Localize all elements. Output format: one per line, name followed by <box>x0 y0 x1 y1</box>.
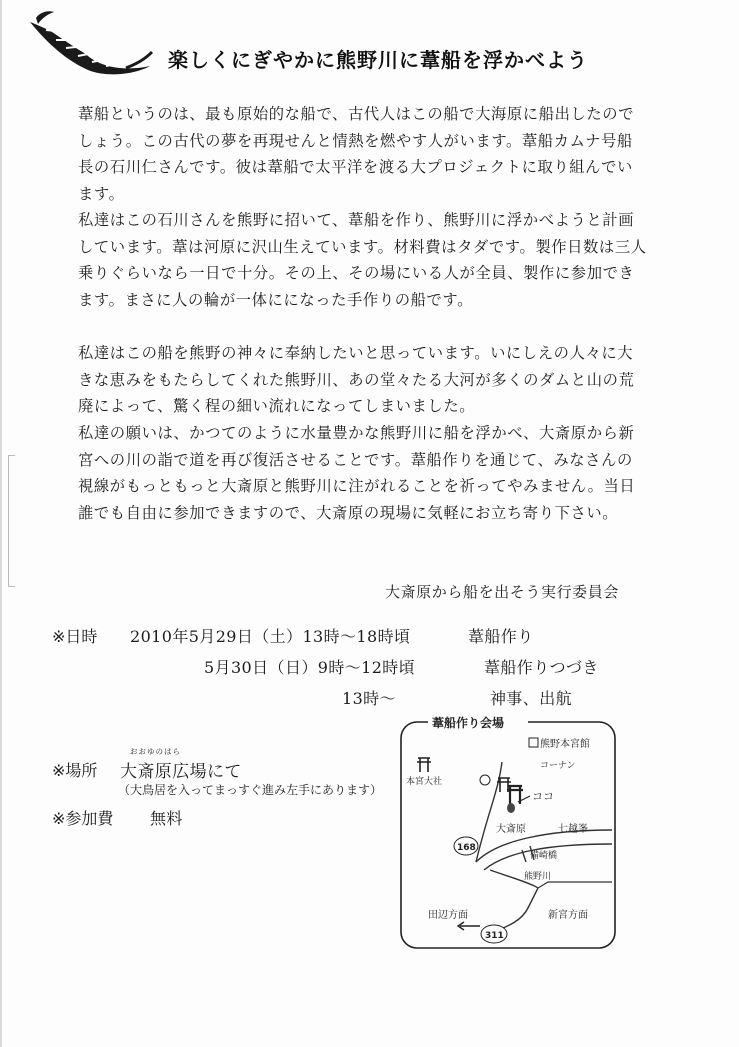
date-label: ※日時 <box>52 627 98 646</box>
route-number: 168 <box>457 843 476 853</box>
place-name: 大斎原広場にて <box>120 762 242 782</box>
building-icon <box>529 738 538 747</box>
map-label-pass: 七越峯 <box>558 824 588 835</box>
reed-boat-illustration <box>26 8 156 80</box>
venue-map <box>398 712 618 952</box>
paragraph: 私達はこの石川さんを熊野に招いて、葦船を作り、熊野川に浮かべようと計画しています。葦は河原に沢山生えています。材料費はタダです。製作日数は三人乗りぐらいなら一日で十分。その上、その場にいる人が全員、製作に参加できます。まさに人の輪が一体にになった手作りの船です。 <box>78 211 647 309</box>
place-note: （大鳥居を入ってまっすぐ進み左手にあります） <box>118 783 383 797</box>
fee-value: 無料 <box>150 809 183 828</box>
scan-edge <box>0 0 2 1047</box>
page-title: 楽しくにぎやかに熊野川に葦船を浮かべよう <box>168 48 588 72</box>
paragraph: 葦船というのは、最も原始的な船で、古代人はこの船で大海原に船出したのでしょう。この古代の夢を再現せんと情熱を燃やす人がいます。葦船カムナ号船長の石川仁さんです。彼は葦船で太平洋を渡る大プロジェクトに取り組んでいます。 <box>78 105 635 203</box>
torii-icon <box>417 758 431 772</box>
post-office-icon <box>480 775 490 785</box>
paragraph: 私達はこの船を熊野の神々に奉納したいと思っています。いにしえの人々に大きな恵みをもたらしてくれた熊野川、あの堂々たる大河が多くのダムと山の荒廃によって、驚く程の細い流れになってしまいました。 <box>78 344 635 416</box>
map-label-river: 熊野川 <box>524 872 552 882</box>
map-label-hotel: 熊野本宮館 <box>540 739 590 750</box>
scan-edge <box>8 455 15 587</box>
fee-label: ※参加費 <box>52 809 114 828</box>
map-label-konan: コーナン <box>540 761 576 771</box>
schedule-day1: 2010年5月29日（土）13時～18時頃 <box>130 627 411 646</box>
venue-marker-icon <box>507 803 515 813</box>
map-label-here: ココ <box>532 790 554 803</box>
map-label-shrine: 本宮大社 <box>406 777 443 787</box>
schedule-day2-activity: 葦船作りつづき <box>484 658 599 677</box>
map-label-site: 大斎原 <box>496 824 526 835</box>
map-title: 葦船作り会場 <box>432 716 505 730</box>
schedule-day1-activity: 葦船作り <box>468 627 534 646</box>
route-number: 311 <box>485 931 504 941</box>
organizer-signature: 大斎原から船を出そう実行委員会 <box>384 583 619 601</box>
map-label-tanabe: 田辺方面 <box>428 910 468 921</box>
schedule-day2-afternoon: 13時～ <box>342 689 396 708</box>
schedule-day2-afternoon-activity: 神事、出航 <box>490 689 573 708</box>
place-ruby: おおゆのはら <box>130 747 181 756</box>
map-label-bridge: 備崎橋 <box>530 851 558 861</box>
schedule-day2: 5月30日（日）9時～12時頃 <box>204 658 416 677</box>
paragraph: 私達の願いは、かつてのように水量豊かな熊野川に船を浮かべ、大斎原から新宮への川の詣で道を再び復活させることです。葦船作りを通じて、みなさんの視線がもっともっと大斎原と熊野川に注がれることを祈ってやみません。当日誰でも自由に参加できますので、大斎原の現場に気軽にお立ち寄り下さい。 <box>78 424 636 522</box>
road <box>538 882 612 888</box>
map-label-shingu: 新宮方面 <box>548 910 588 921</box>
place-label: ※場所 <box>52 761 98 780</box>
